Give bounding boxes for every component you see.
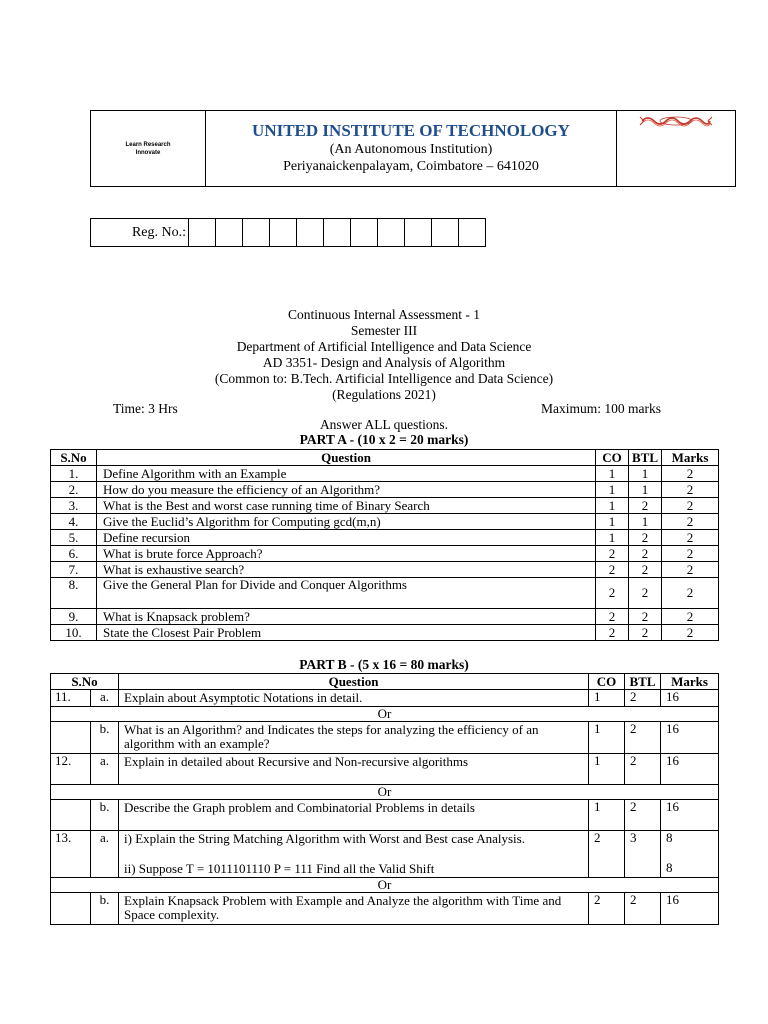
reg-digit-box[interactable]	[189, 219, 216, 247]
question-cell: What is Knapsack problem?	[97, 609, 596, 625]
table-row	[51, 754, 719, 785]
reg-digit-box[interactable]	[378, 219, 405, 247]
exam-max-marks: Maximum: 100 marks	[541, 401, 661, 416]
or-row	[51, 707, 719, 722]
marks-cell: 2	[662, 625, 719, 641]
sub-cell: a.	[91, 690, 119, 707]
reg-digit-box[interactable]	[297, 219, 324, 247]
table-row	[51, 722, 719, 754]
co-cell: 1	[596, 466, 629, 482]
btl-cell: 2	[625, 754, 661, 785]
sno-cell	[51, 800, 91, 831]
table-row	[51, 562, 719, 578]
ribbon-seal-icon	[638, 113, 714, 129]
or-row	[51, 785, 719, 800]
marks-cell: 2	[662, 562, 719, 578]
exam-course: AD 3351- Design and Analysis of Algorithm	[262, 355, 506, 370]
sno-cell: 8.	[51, 578, 97, 609]
institute-subtitle: (An Autonomous Institution)	[329, 142, 493, 157]
question-part-1: i) Explain the String Matching Algorithm with Worst and Best case Analysis.	[124, 831, 525, 846]
marks-part-2: 8	[666, 860, 673, 875]
table-row	[51, 690, 719, 707]
sub-cell: b.	[91, 893, 119, 925]
or-separator: Or	[51, 707, 719, 722]
table-row	[51, 800, 719, 831]
institute-address: Periyanaickenpalayam, Coimbatore – 641020	[283, 159, 539, 174]
table-row	[51, 625, 719, 641]
co-cell: 1	[589, 690, 625, 707]
col-header-btl: BTL	[625, 674, 661, 690]
sno-cell: 1.	[51, 466, 97, 482]
accreditation-seal	[617, 111, 736, 187]
exam-instruction: Answer ALL questions.	[319, 417, 449, 432]
table-row	[51, 498, 719, 514]
reg-no-label: Reg. No.:	[91, 219, 189, 247]
marks-cell	[661, 831, 719, 878]
table-row	[51, 546, 719, 562]
btl-cell: 2	[629, 562, 662, 578]
btl-cell: 2	[629, 578, 662, 609]
marks-cell: 2	[662, 530, 719, 546]
col-header-marks: Marks	[661, 674, 719, 690]
btl-cell: 2	[629, 498, 662, 514]
co-cell: 2	[589, 893, 625, 925]
question-cell: What is brute force Approach?	[97, 546, 596, 562]
exam-details	[0, 307, 768, 403]
reg-digit-box[interactable]	[459, 219, 486, 247]
reg-digit-box[interactable]	[216, 219, 243, 247]
sno-cell: 3.	[51, 498, 97, 514]
col-header-sno: S.No	[51, 674, 119, 690]
exam-title: Continuous Internal Assessment - 1	[288, 307, 480, 322]
exam-common: (Common to: B.Tech. Artificial Intelligence and Data Science)	[214, 371, 554, 386]
part-a-title: PART A - (10 x 2 = 20 marks)	[299, 432, 469, 447]
or-separator: Or	[51, 785, 719, 800]
co-cell: 2	[596, 546, 629, 562]
reg-digit-box[interactable]	[405, 219, 432, 247]
table-row	[51, 482, 719, 498]
col-header-marks: Marks	[662, 450, 719, 466]
question-cell: Define recursion	[97, 530, 596, 546]
question-cell: Define Algorithm with an Example	[97, 466, 596, 482]
table-row	[51, 831, 719, 878]
part-a-table	[50, 449, 719, 641]
sno-cell	[51, 893, 91, 925]
sno-cell: 2.	[51, 482, 97, 498]
question-cell	[119, 831, 589, 878]
marks-cell: 16	[661, 893, 719, 925]
co-cell: 1	[596, 482, 629, 498]
sub-cell: a.	[91, 831, 119, 878]
reg-digit-box[interactable]	[270, 219, 297, 247]
col-header-question: Question	[97, 450, 596, 466]
table-row	[51, 609, 719, 625]
sub-cell: b.	[91, 722, 119, 754]
table-row	[51, 514, 719, 530]
institute-name: UNITED INSTITUTE OF TECHNOLOGY	[252, 121, 570, 140]
marks-cell: 2	[662, 482, 719, 498]
btl-cell: 1	[629, 482, 662, 498]
question-cell: Describe the Graph problem and Combinatorial Problems in details	[119, 800, 589, 831]
part-b-table	[50, 673, 719, 925]
question-cell: Give the Euclid’s Algorithm for Computing gcd(m,n)	[97, 514, 596, 530]
marks-cell: 16	[661, 754, 719, 785]
part-b-title: PART B - (5 x 16 = 80 marks)	[299, 657, 469, 672]
question-cell: How do you measure the efficiency of an Algorithm?	[97, 482, 596, 498]
btl-cell: 2	[625, 722, 661, 754]
or-separator: Or	[51, 878, 719, 893]
sub-cell: b.	[91, 800, 119, 831]
sno-cell: 7.	[51, 562, 97, 578]
table-row	[51, 530, 719, 546]
logo-tagline-2: Innovate	[135, 149, 161, 156]
reg-digit-box[interactable]	[432, 219, 459, 247]
reg-digit-box[interactable]	[324, 219, 351, 247]
question-cell: Explain about Asymptotic Notations in detail.	[119, 690, 589, 707]
question-cell: What is exhaustive search?	[97, 562, 596, 578]
marks-cell: 2	[662, 498, 719, 514]
col-header-question: Question	[119, 674, 589, 690]
marks-cell: 16	[661, 800, 719, 831]
btl-cell: 2	[625, 893, 661, 925]
table-row	[51, 466, 719, 482]
institute-header	[90, 110, 736, 187]
part-b-header-row	[51, 674, 719, 690]
btl-cell: 2	[629, 625, 662, 641]
co-cell: 2	[596, 562, 629, 578]
co-cell: 2	[596, 625, 629, 641]
col-header-sno: S.No	[51, 450, 97, 466]
marks-cell: 2	[662, 546, 719, 562]
sno-cell: 5.	[51, 530, 97, 546]
sno-cell: 11.	[51, 690, 91, 707]
sno-cell: 6.	[51, 546, 97, 562]
sno-cell: 13.	[51, 831, 91, 878]
btl-cell: 1	[629, 466, 662, 482]
co-cell: 2	[589, 831, 625, 878]
exam-regulations: (Regulations 2021)	[332, 387, 436, 402]
co-cell: 1	[589, 722, 625, 754]
btl-cell: 2	[629, 546, 662, 562]
institute-logo	[91, 111, 206, 187]
question-cell: Give the General Plan for Divide and Conquer Algorithms	[97, 578, 596, 609]
marks-cell: 16	[661, 690, 719, 707]
co-cell: 1	[596, 498, 629, 514]
co-cell: 2	[596, 578, 629, 609]
table-row	[51, 893, 719, 925]
co-cell: 1	[589, 754, 625, 785]
btl-cell: 2	[629, 530, 662, 546]
register-number-grid	[90, 218, 486, 247]
col-header-co: CO	[589, 674, 625, 690]
question-cell: State the Closest Pair Problem	[97, 625, 596, 641]
marks-cell: 16	[661, 722, 719, 754]
btl-cell: 2	[625, 690, 661, 707]
col-header-co: CO	[596, 450, 629, 466]
table-row	[51, 578, 719, 609]
logo-tagline-1: Learn Research	[125, 141, 171, 148]
co-cell: 2	[596, 609, 629, 625]
co-cell: 1	[589, 800, 625, 831]
marks-cell: 2	[662, 514, 719, 530]
sno-cell: 12.	[51, 754, 91, 785]
btl-cell: 1	[629, 514, 662, 530]
exam-time: Time: 3 Hrs	[113, 401, 178, 416]
sno-cell: 10.	[51, 625, 97, 641]
exam-department: Department of Artificial Intelligence and Data Science	[236, 339, 532, 354]
question-cell: Explain Knapsack Problem with Example and Analyze the algorithm with Time and Space complexity.	[119, 893, 589, 925]
reg-digit-box[interactable]	[243, 219, 270, 247]
sub-cell: a.	[91, 754, 119, 785]
btl-cell: 3	[625, 831, 661, 878]
question-cell: Explain in detailed about Recursive and Non-recursive algorithms	[119, 754, 589, 785]
marks-cell: 2	[662, 609, 719, 625]
exam-semester: Semester III	[350, 323, 418, 338]
marks-cell: 2	[662, 578, 719, 609]
part-a-header-row	[51, 450, 719, 466]
co-cell: 1	[596, 530, 629, 546]
marks-part-1: 8	[666, 830, 673, 845]
question-cell: What is the Best and worst case running time of Binary Search	[97, 498, 596, 514]
question-cell: What is an Algorithm? and Indicates the steps for analyzing the efficiency of an algorithm with an example?	[119, 722, 589, 754]
reg-digit-box[interactable]	[351, 219, 378, 247]
co-cell: 1	[596, 514, 629, 530]
col-header-btl: BTL	[629, 450, 662, 466]
marks-cell: 2	[662, 466, 719, 482]
or-row	[51, 878, 719, 893]
sno-cell	[51, 722, 91, 754]
btl-cell: 2	[625, 800, 661, 831]
sno-cell: 4.	[51, 514, 97, 530]
sno-cell: 9.	[51, 609, 97, 625]
btl-cell: 2	[629, 609, 662, 625]
institute-info	[206, 111, 617, 187]
question-part-2: ii) Suppose T = 1011101110 P = 111 Find all the Valid Shift	[124, 861, 435, 876]
